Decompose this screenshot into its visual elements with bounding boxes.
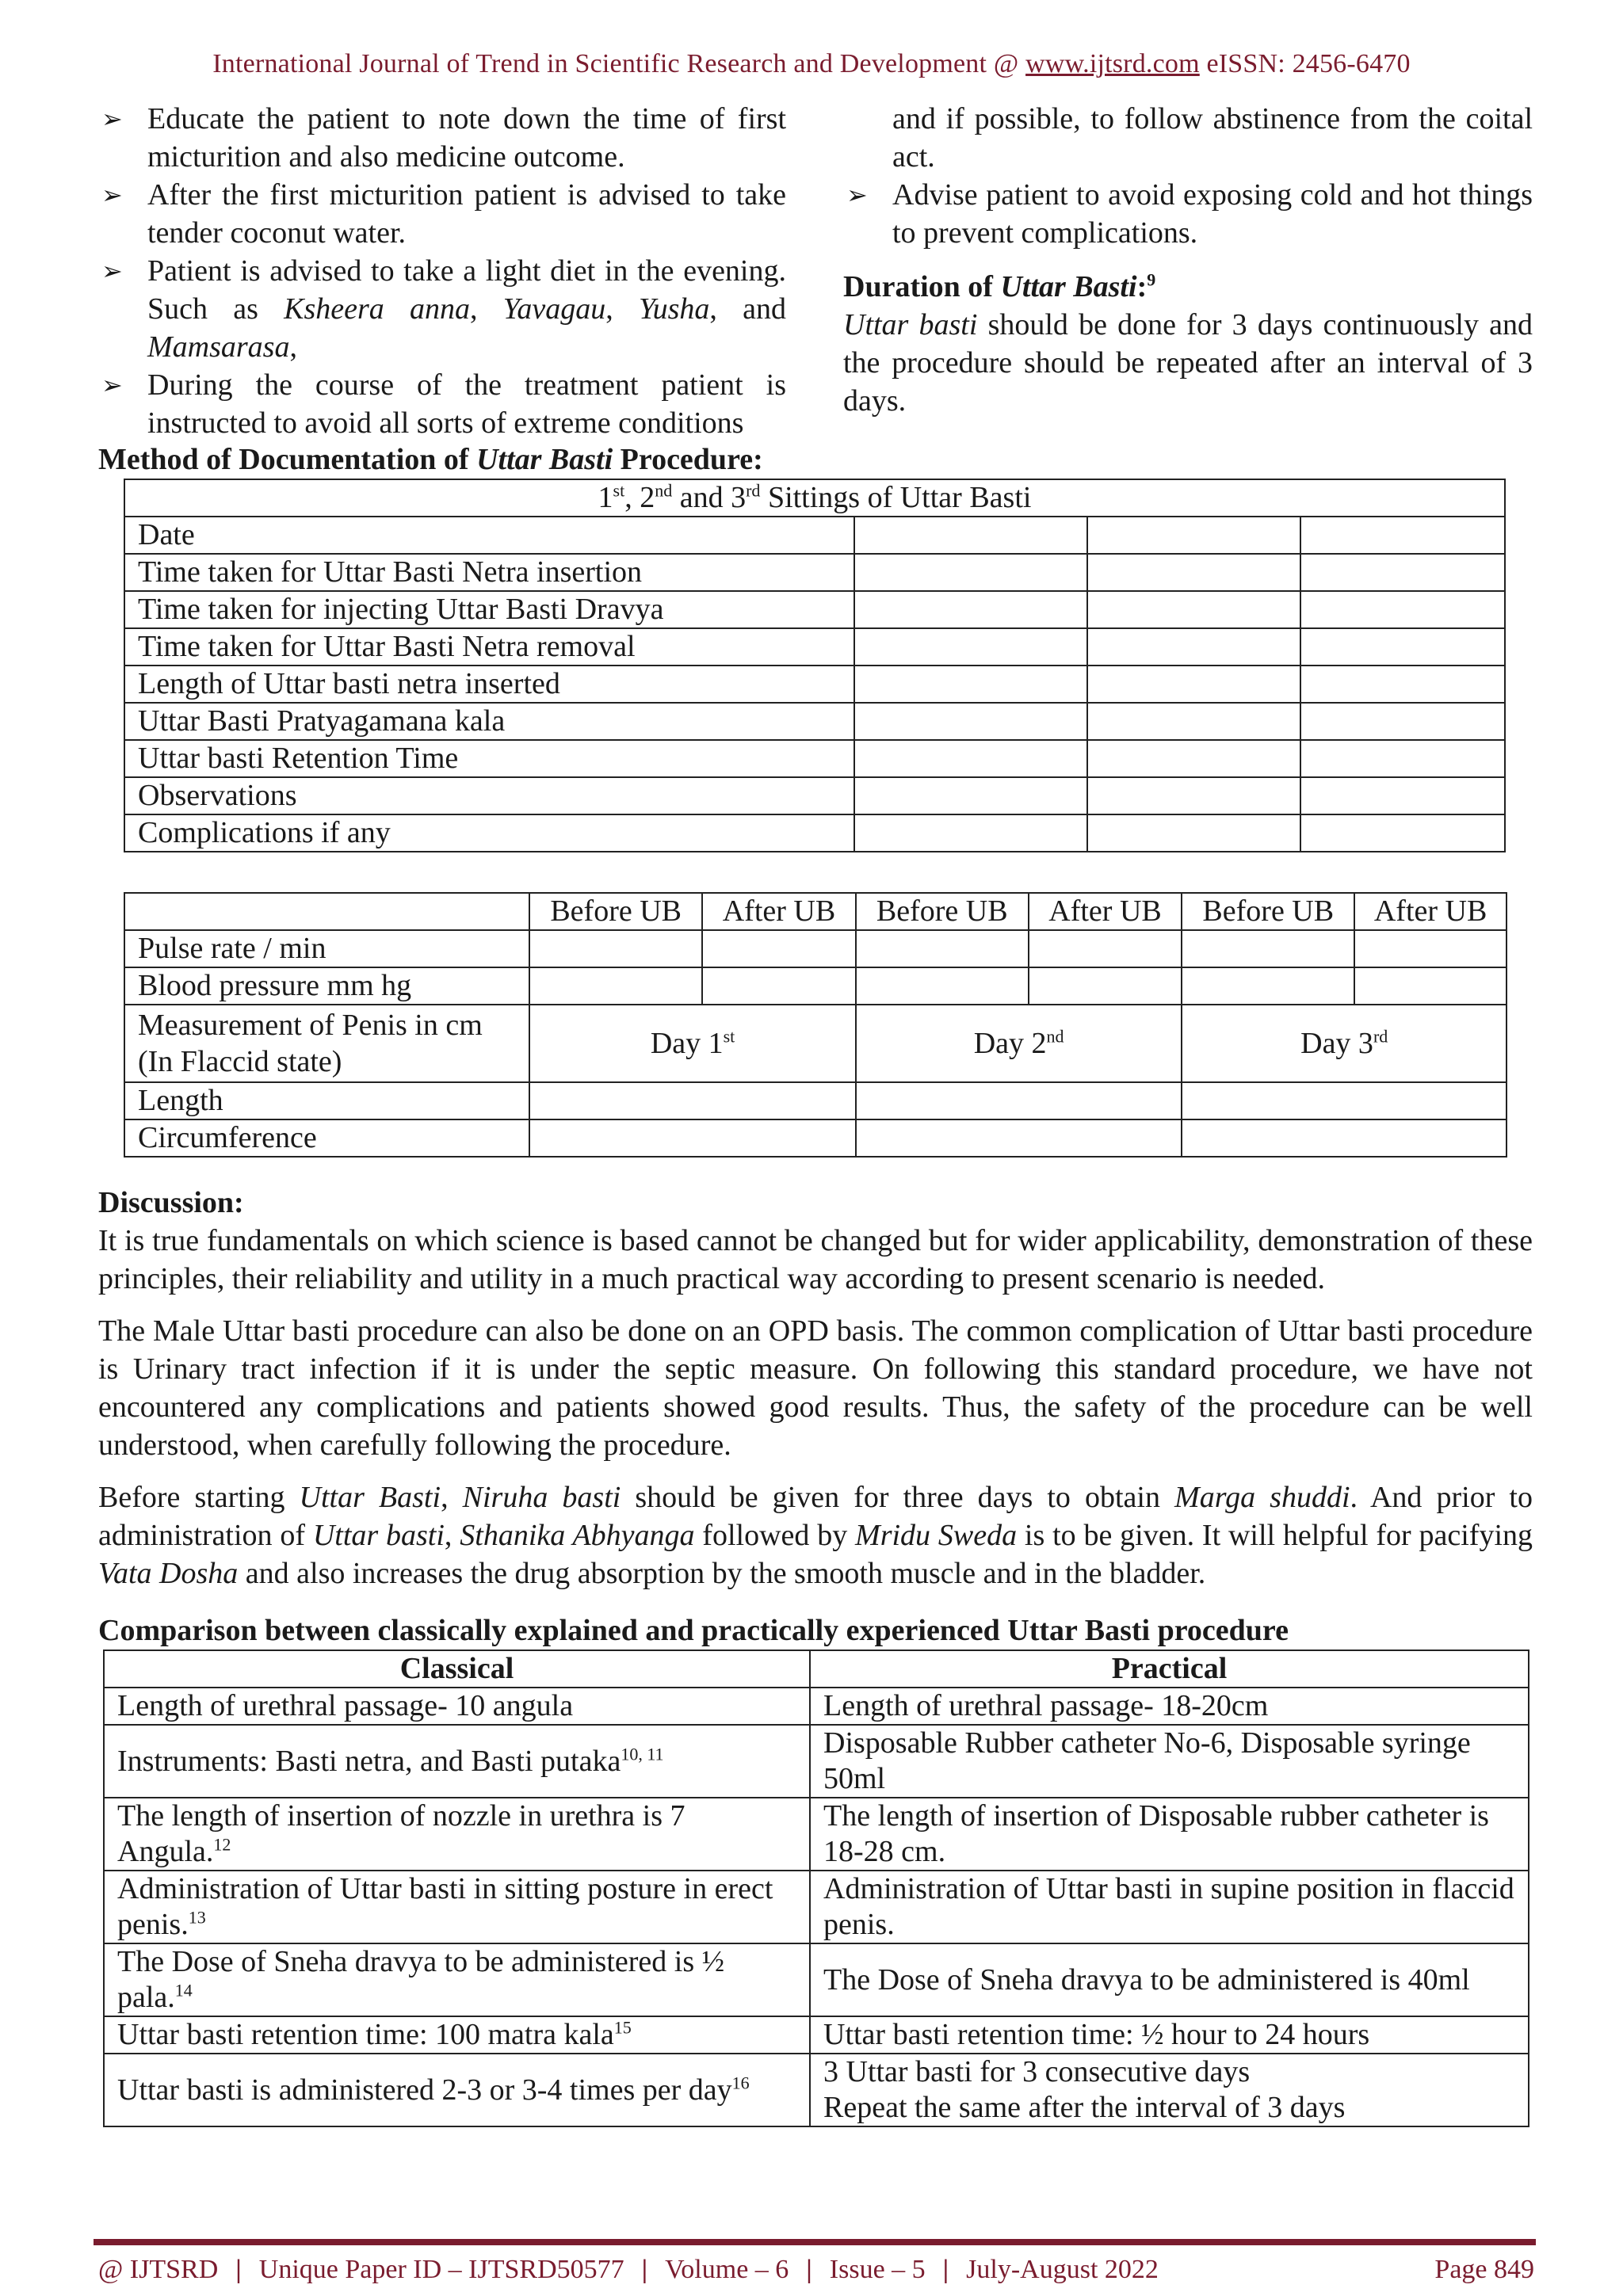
- empty-cell: [854, 591, 1087, 628]
- empty-cell: [1087, 703, 1301, 740]
- column-header: After UB: [1354, 893, 1507, 930]
- bullet-text: During the course of the treatment patient is instructed to avoid all sorts of extreme conditions: [147, 368, 786, 440]
- duration-heading-term: Uttar Basti: [1000, 270, 1137, 303]
- empty-cell: [854, 517, 1087, 554]
- footer-separator: |: [235, 2255, 242, 2284]
- table-row: [104, 1943, 1529, 2016]
- bullet-item: [98, 366, 786, 442]
- table-row: [124, 517, 1505, 554]
- row-label: Blood pressure mm hg: [124, 967, 529, 1005]
- practical-cell: Administration of Uttar basti in supine position in flaccid penis.: [810, 1871, 1529, 1943]
- empty-header-cell: [124, 893, 529, 930]
- table-row: [124, 967, 1507, 1005]
- ordinal-suffix: st: [613, 480, 625, 501]
- arrow-bullet-icon: ➢: [101, 256, 123, 286]
- text-run: ,: [444, 1519, 460, 1552]
- empty-cell: [1300, 517, 1505, 554]
- empty-cell: [1300, 777, 1505, 814]
- term: Vata Dosha: [98, 1557, 239, 1590]
- empty-cell: [856, 930, 1029, 967]
- running-header: [0, 49, 1623, 79]
- reference-number: 14: [174, 1980, 193, 2000]
- empty-cell: [1087, 591, 1301, 628]
- table-row: [124, 1082, 1507, 1119]
- classical-cell: [104, 1725, 810, 1798]
- arrow-bullet-icon: ➢: [101, 370, 123, 400]
- cell-text: Uttar basti retention time: 100 matra kala: [117, 2018, 614, 2051]
- row-label: Time taken for injecting Uttar Basti Dravya: [124, 591, 854, 628]
- table-row: [124, 591, 1505, 628]
- ordinal-suffix: nd: [1046, 1025, 1064, 1046]
- empty-cell: [854, 777, 1087, 814]
- column-header: Practical: [810, 1650, 1529, 1688]
- bullet-continuation: and if possible, to follow abstinence from the coital act.: [892, 102, 1533, 174]
- diet-term: Yusha: [638, 292, 710, 326]
- method-heading-prefix: Method of Documentation of: [98, 443, 477, 476]
- term: Uttar basti: [312, 1519, 445, 1552]
- empty-cell: [854, 814, 1087, 852]
- term: Sthanika Abhyanga: [460, 1519, 695, 1552]
- empty-cell: [856, 1082, 1182, 1119]
- day-header: [529, 1005, 856, 1082]
- duration-paragraph: [843, 306, 1533, 420]
- diet-term: Mamsarasa: [147, 330, 290, 364]
- empty-cell: [1300, 814, 1505, 852]
- empty-cell: [702, 967, 856, 1005]
- empty-cell: [1300, 666, 1505, 703]
- reference-number: 16: [731, 2072, 750, 2092]
- practical-cell: The length of insertion of Disposable rubber catheter is 18-28 cm.: [810, 1798, 1529, 1871]
- table-row: [124, 1119, 1507, 1157]
- bullet-text-and: and: [743, 292, 787, 326]
- row-label: Circumference: [124, 1119, 529, 1157]
- table-row: [124, 554, 1505, 591]
- footer-left: [98, 2255, 1159, 2285]
- empty-cell: [1300, 628, 1505, 666]
- text-run: Before starting: [98, 1481, 300, 1514]
- ordinal-suffix: rd: [746, 480, 761, 501]
- empty-cell: [1300, 740, 1505, 777]
- classical-cell: [104, 2054, 810, 2126]
- reference-number: 10, 11: [621, 1743, 664, 1764]
- table-row: [124, 628, 1505, 666]
- empty-cell: [854, 554, 1087, 591]
- row-label: Uttar Basti Pratyagamana kala: [124, 703, 854, 740]
- classical-cell: [104, 1798, 810, 1871]
- day-label: Day 3: [1300, 1026, 1373, 1060]
- cell-text: Instruments: Basti netra, and Basti putaka: [117, 1744, 621, 1778]
- table-header-row: [104, 1650, 1529, 1688]
- title-part: , 2: [624, 481, 655, 514]
- bullet-item: [843, 176, 1533, 252]
- cell-text: Administration of Uttar basti in sitting posture in erect penis.: [117, 1872, 773, 1941]
- footer-page-number: Page 849: [1434, 2255, 1534, 2284]
- empty-cell: [1354, 930, 1507, 967]
- empty-cell: [1182, 1082, 1507, 1119]
- vitals-table: [124, 892, 1507, 1158]
- table-row: [124, 703, 1505, 740]
- cell-text: The Dose of Sneha dravya to be administered is ½ pala.: [117, 1945, 725, 2014]
- method-heading-suffix: Procedure:: [613, 443, 763, 476]
- footer-separator: |: [641, 2255, 648, 2284]
- bullet-text-prefix: Patient is advised to take a light diet in the evening. Such as: [147, 254, 786, 326]
- reference-number: 12: [213, 1834, 231, 1855]
- empty-cell: [1354, 967, 1507, 1005]
- footer-org: @ IJTSRD: [98, 2255, 219, 2284]
- empty-cell: [1087, 777, 1301, 814]
- practical-cell: [810, 2054, 1529, 2126]
- diet-term: Ksheera anna: [284, 292, 470, 326]
- bullet-item: [98, 176, 786, 252]
- measurement-label-line2: (In Flaccid state): [138, 1045, 342, 1078]
- comparison-table: [103, 1650, 1529, 2127]
- cell-text: Length of urethral passage- 10 angula: [117, 1689, 574, 1722]
- column-header: Before UB: [529, 893, 702, 930]
- text-run: . And prior to administration of: [98, 1481, 1533, 1552]
- discussion-paragraph: The Male Uttar basti procedure can also be done on an OPD basis. The common complication of Uttar basti procedure is Urinary tract infection if it is under the septic measure. On following this standard procedure, we have not encountered any complications and patients showed good results. Thus, the safety of the procedure can be well understood, when carefully following the procedure.: [98, 1314, 1533, 1462]
- empty-cell: [1182, 1119, 1507, 1157]
- empty-cell: [1087, 666, 1301, 703]
- empty-cell: [529, 1082, 856, 1119]
- empty-cell: [1300, 703, 1505, 740]
- ordinal-suffix: nd: [655, 480, 673, 501]
- term: Mridu Sweda: [855, 1519, 1018, 1552]
- term: Uttar Basti: [299, 1481, 441, 1514]
- bullet-text: Advise patient to avoid exposing cold and hot things to prevent complications.: [892, 178, 1533, 250]
- method-heading: [98, 441, 763, 479]
- table-row: [124, 666, 1505, 703]
- table-row: [124, 740, 1505, 777]
- practical-cell: Uttar basti retention time: ½ hour to 24 hours: [810, 2016, 1529, 2054]
- cell-text: Repeat the same after the interval of 3 days: [823, 2091, 1346, 2124]
- diet-term: Yavagau: [502, 292, 606, 326]
- day-label: Day 2: [973, 1026, 1047, 1060]
- table-row: [124, 814, 1505, 852]
- term: Niruha basti: [462, 1481, 621, 1514]
- bullet-text: Educate the patient to note down the time of first micturition and also medicine outcome.: [147, 102, 786, 174]
- table-row: [104, 1871, 1529, 1943]
- discussion-heading: Discussion:: [98, 1186, 244, 1219]
- ordinal-suffix: st: [723, 1025, 735, 1046]
- text-run: followed by: [694, 1519, 856, 1552]
- empty-cell: [1087, 740, 1301, 777]
- method-heading-term: Uttar Basti: [476, 443, 613, 476]
- empty-cell: [1029, 967, 1182, 1005]
- row-label: Time taken for Uttar Basti Netra insertion: [124, 554, 854, 591]
- empty-cell: [854, 628, 1087, 666]
- practical-cell: Length of urethral passage- 18-20cm: [810, 1688, 1529, 1725]
- cell-text: Uttar basti is administered 2-3 or 3-4 times per day: [117, 2073, 732, 2107]
- empty-cell: [854, 740, 1087, 777]
- empty-cell: [1087, 517, 1301, 554]
- ordinal-suffix: rd: [1373, 1025, 1388, 1046]
- footer-rule: [94, 2239, 1536, 2245]
- title-part: 1: [598, 481, 613, 514]
- empty-cell: [529, 967, 702, 1005]
- empty-cell: [1087, 814, 1301, 852]
- column-header: After UB: [702, 893, 856, 930]
- column-header: Before UB: [1182, 893, 1354, 930]
- page-footer: [98, 2250, 1534, 2290]
- row-label: Observations: [124, 777, 854, 814]
- text-run: ,: [441, 1481, 463, 1514]
- day-header: [1182, 1005, 1507, 1082]
- classical-cell: [104, 1943, 810, 2016]
- sittings-title: [124, 479, 1505, 517]
- term: Marga shuddi: [1174, 1481, 1350, 1514]
- title-part: Sittings of Uttar Basti: [760, 481, 1032, 514]
- bullet-text: After the first micturition patient is advised to take tender coconut water.: [147, 178, 786, 250]
- arrow-bullet-icon: ➢: [101, 104, 123, 134]
- measurement-label-line1: Measurement of Penis in cm: [138, 1009, 483, 1042]
- header-prefix: International Journal of Trend in Scientific Research and Development @: [212, 49, 1026, 78]
- table-header-row: [124, 893, 1507, 930]
- empty-cell: [1300, 591, 1505, 628]
- cell-text: 3 Uttar basti for 3 consecutive days: [823, 2055, 1251, 2088]
- row-label: Uttar basti Retention Time: [124, 740, 854, 777]
- table-row: [104, 1798, 1529, 1871]
- discussion-paragraph: It is true fundamentals on which science is based cannot be changed but for wider applicability, demonstration of these principles, their reliability and utility in a much practical way according to present scenario is needed.: [98, 1224, 1533, 1295]
- empty-cell: [1087, 554, 1301, 591]
- header-suffix: eISSN: 2456-6470: [1199, 49, 1411, 78]
- bullet-item: ➢ Patient is advised to take a light diet in the evening. Such as Ksheera anna, Yavagau, Yusha, and Mamsarasa,: [98, 252, 786, 366]
- row-label: Date: [124, 517, 854, 554]
- table-row: [104, 1725, 1529, 1798]
- text-run: should be given for three days to obtain: [621, 1481, 1175, 1514]
- classical-cell: [104, 1871, 810, 1943]
- day-label: Day 1: [650, 1026, 724, 1060]
- row-label: Complications if any: [124, 814, 854, 852]
- table-row: [104, 2054, 1529, 2126]
- row-label: Length of Uttar basti netra inserted: [124, 666, 854, 703]
- footer-date: July-August 2022: [966, 2255, 1159, 2284]
- classical-cell: [104, 1688, 810, 1725]
- empty-cell: [854, 703, 1087, 740]
- bullet-item: [98, 100, 786, 176]
- arrow-bullet-icon: ➢: [846, 180, 868, 210]
- empty-cell: [854, 666, 1087, 703]
- footer-separator: |: [942, 2255, 949, 2284]
- footer-separator: |: [806, 2255, 812, 2284]
- row-label: Pulse rate / min: [124, 930, 529, 967]
- left-column: [98, 100, 786, 442]
- reference-number: 13: [188, 1907, 206, 1928]
- empty-cell: [856, 1119, 1182, 1157]
- table-title-row: [124, 479, 1505, 517]
- duration-heading: [843, 268, 1533, 306]
- row-label: Length: [124, 1082, 529, 1119]
- journal-link[interactable]: www.ijtsrd.com: [1025, 49, 1200, 78]
- duration-heading-suffix: :: [1136, 270, 1148, 303]
- empty-cell: [529, 1119, 856, 1157]
- empty-cell: [1029, 930, 1182, 967]
- empty-cell: [1087, 628, 1301, 666]
- row-label: [124, 1005, 529, 1082]
- practical-cell: The Dose of Sneha dravya to be administered is 40ml: [810, 1943, 1529, 2016]
- reference-number: 15: [613, 2017, 632, 2038]
- table-row: [124, 777, 1505, 814]
- column-header: After UB: [1029, 893, 1182, 930]
- table-row: [104, 2016, 1529, 2054]
- arrow-bullet-icon: ➢: [101, 180, 123, 210]
- comparison-heading: Comparison between classically explained and practically experienced Uttar Basti procedure: [98, 1614, 1289, 1647]
- empty-cell: [529, 930, 702, 967]
- table-row: [104, 1688, 1529, 1725]
- empty-cell: [1182, 930, 1354, 967]
- row-label: Time taken for Uttar Basti Netra removal: [124, 628, 854, 666]
- duration-term: Uttar basti: [843, 308, 978, 341]
- cell-text: The length of insertion of nozzle in urethra is 7 Angula.: [117, 1799, 685, 1868]
- column-header: Before UB: [856, 893, 1029, 930]
- footer-volume: Volume – 6: [665, 2255, 789, 2284]
- text-run: is to be given. It will helpful for pacifying: [1017, 1519, 1533, 1552]
- right-column: [843, 100, 1533, 420]
- duration-heading-prefix: Duration of: [843, 270, 1001, 303]
- table-row: [124, 930, 1507, 967]
- footer-paper-id: Unique Paper ID – IJTSRD50577: [258, 2255, 624, 2284]
- empty-cell: [1182, 967, 1354, 1005]
- classical-cell: [104, 2016, 810, 2054]
- reference-number: 9: [1147, 269, 1156, 290]
- duration-text: should be done for 3 days continuously and the procedure should be repeated after an interval of 3 days.: [843, 308, 1533, 418]
- discussion-paragraph: [98, 1478, 1533, 1592]
- empty-cell: [1300, 554, 1505, 591]
- footer-issue: Issue – 5: [829, 2255, 926, 2284]
- practical-cell: Disposable Rubber catheter No-6, Disposable syringe 50ml: [810, 1725, 1529, 1798]
- empty-cell: [702, 930, 856, 967]
- day-header: [856, 1005, 1182, 1082]
- table-row: [124, 1005, 1507, 1082]
- column-header: Classical: [104, 1650, 810, 1688]
- text-run: and also increases the drug absorption by the smooth muscle and in the bladder.: [238, 1557, 1206, 1590]
- sittings-table: [124, 479, 1506, 852]
- empty-cell: [856, 967, 1029, 1005]
- title-part: and 3: [672, 481, 747, 514]
